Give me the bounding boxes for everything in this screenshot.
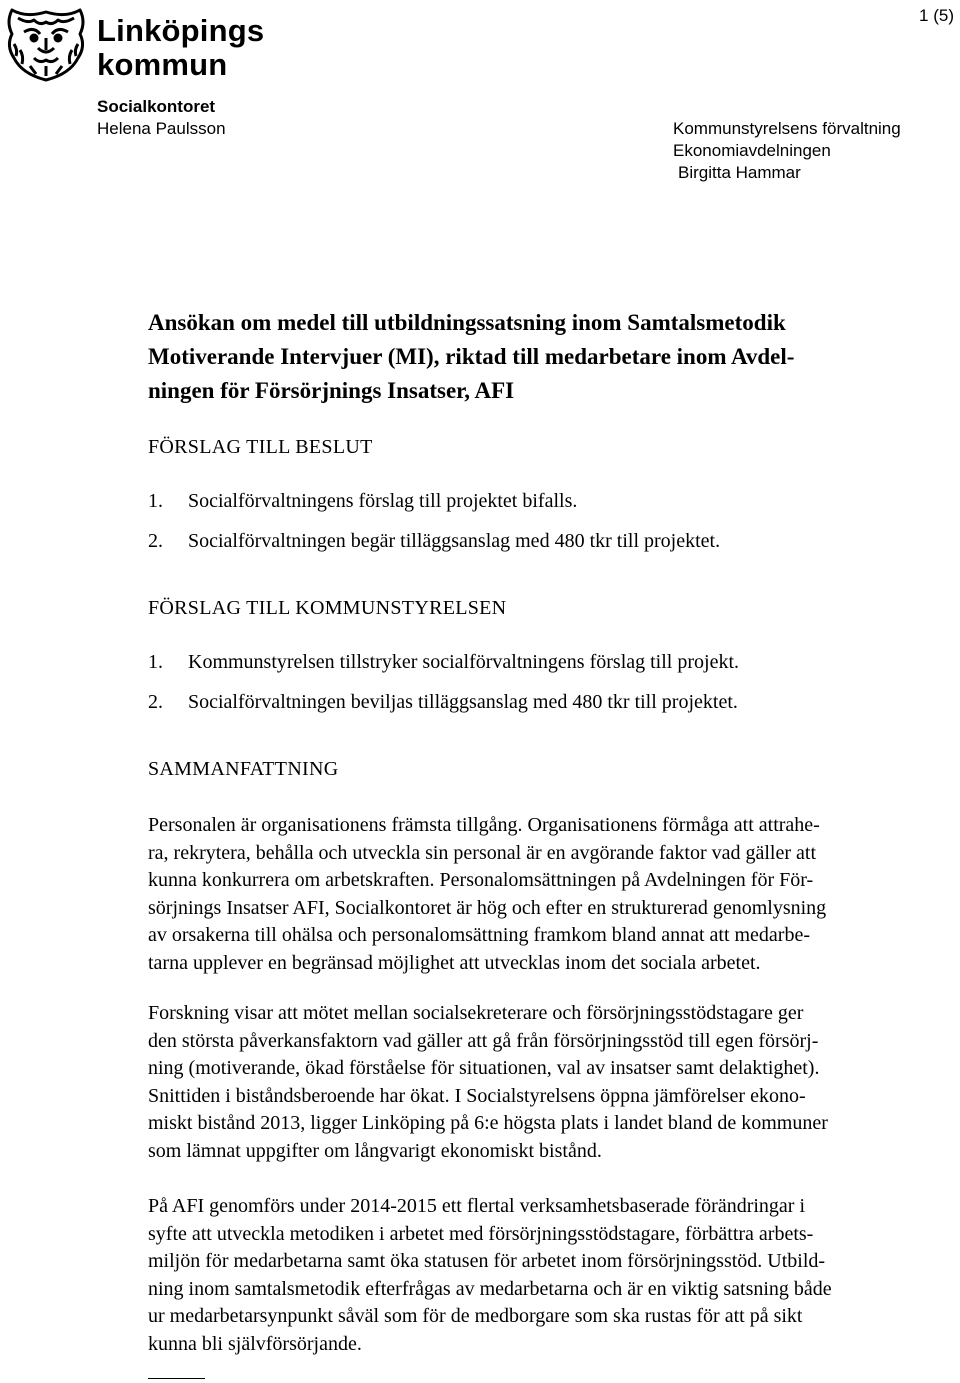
paragraph-line: som lämnat uppgifter om långvarigt ekonomiskt bistånd. bbox=[148, 1139, 602, 1162]
list-item bbox=[148, 691, 738, 714]
paragraph-line: av orsakerna till ohälsa och personalomsättning framkom bland annat att medarbe- bbox=[148, 924, 811, 947]
sender-block bbox=[97, 96, 226, 140]
paragraph-line: miljön för medarbetarna samt öka statusen för arbetet inom försörjningsstöd. Utbild- bbox=[148, 1250, 826, 1273]
paragraph-line: den största påverkansfaktorn vad gäller att gå från försörjningsstöd till egen försörj- bbox=[148, 1029, 819, 1052]
page-number: 1 (5) bbox=[919, 6, 954, 25]
sender-name: Helena Paulsson bbox=[97, 119, 226, 138]
footer-rule bbox=[148, 1378, 205, 1379]
list-item bbox=[148, 651, 739, 674]
paragraph-line: syfte att utveckla metodiken i arbetet med försörjningsstödstagare, förbättra arbets- bbox=[148, 1222, 814, 1245]
title-line: ningen för Försörjnings Insatser, AFI bbox=[148, 378, 515, 403]
lion-head-emblem-icon bbox=[4, 4, 88, 82]
recipient-name: Birgitta Hammar bbox=[678, 163, 801, 182]
title-line: Ansökan om medel till utbildningssatsning inom Samtalsmetodik bbox=[148, 310, 786, 335]
heading-sammanfattning: SAMMANFATTNING bbox=[148, 758, 339, 780]
paragraph-line: ra, rekrytera, behålla och utveckla sin personal är en avgörande faktor vad gäller att bbox=[148, 841, 817, 864]
logo-text bbox=[97, 14, 264, 82]
list-item-number: 1. bbox=[148, 490, 163, 512]
list-item-text: Kommunstyrelsen tillstryker socialförvaltningens förslag till projekt. bbox=[188, 651, 740, 673]
logo-line-2: kommun bbox=[97, 47, 228, 82]
paragraph-line: kunna bli självförsörjande. bbox=[148, 1332, 362, 1355]
paragraph-line: ning (motiverande, ökad förståelse för situationen, val av insatser samt delaktighet). bbox=[148, 1057, 820, 1080]
paragraph-line: ur medarbetarsynpunkt såväl som för de medborgare som ska rustas för att på sikt bbox=[148, 1305, 803, 1328]
list-item-text: Socialförvaltningen beviljas tilläggsanslag med 480 tkr till projektet. bbox=[188, 691, 738, 713]
paragraph bbox=[148, 1193, 960, 1359]
heading-forslag-till-kommunstyrelsen: FÖRSLAG TILL KOMMUNSTYRELSEN bbox=[148, 597, 507, 619]
paragraph-line: sörjnings Insatser AFI, Socialkontoret är hög och efter en strukturerad genomlysning bbox=[148, 896, 827, 919]
paragraph bbox=[148, 1000, 960, 1166]
list-item-number: 2. bbox=[148, 530, 163, 552]
list-item-text: Socialförvaltningens förslag till projektet bifalls. bbox=[188, 490, 578, 512]
title-line: Motiverande Intervjuer (MI), riktad till medarbetare inom Avdel- bbox=[148, 344, 795, 369]
paragraph-line: Snittiden i biståndsberoende har ökat. I Socialstyrelsens öppna jämförelser ekono- bbox=[148, 1084, 806, 1107]
paragraph-line: tarna upplever en begränsad möjlighet att utvecklas inom det sociala arbetet. bbox=[148, 951, 761, 974]
list-item-text: Socialförvaltningen begär tilläggsanslag med 480 tkr till projektet. bbox=[188, 530, 721, 552]
paragraph-line: På AFI genomförs under 2014-2015 ett flertal verksamhetsbaserade förändringar i bbox=[148, 1195, 806, 1217]
list-item bbox=[148, 530, 720, 553]
heading-forslag-till-beslut: FÖRSLAG TILL BESLUT bbox=[148, 436, 373, 458]
paragraph-line: Personalen är organisationens främsta tillgång. Organisationens förmåga att attrahe- bbox=[148, 814, 820, 836]
recipient-line-1: Kommunstyrelsens förvaltning bbox=[673, 119, 901, 138]
logo-line-1: Linköpings bbox=[97, 13, 265, 48]
list-item-number: 1. bbox=[148, 651, 163, 673]
list-item bbox=[148, 490, 577, 513]
paragraph-line: miskt bistånd 2013, ligger Linköping på 6:e högsta plats i landet bland de kommuner bbox=[148, 1112, 828, 1135]
paragraph-line: ning inom samtalsmetodik efterfrågas av medarbetarna och är en viktig satsning både bbox=[148, 1277, 832, 1300]
list-item-number: 2. bbox=[148, 691, 163, 713]
recipient-block bbox=[673, 118, 901, 184]
sender-department: Socialkontoret bbox=[97, 97, 216, 116]
recipient-line-2: Ekonomiavdelningen bbox=[673, 141, 831, 160]
document-title bbox=[148, 306, 938, 408]
paragraph-line: Forskning visar att mötet mellan socialsekreterare och försörjningsstödstagare ger bbox=[148, 1002, 804, 1024]
paragraph bbox=[148, 812, 960, 978]
paragraph-line: kunna konkurrera om arbetskraften. Personalomsättningen på Avdelningen för För- bbox=[148, 869, 814, 892]
